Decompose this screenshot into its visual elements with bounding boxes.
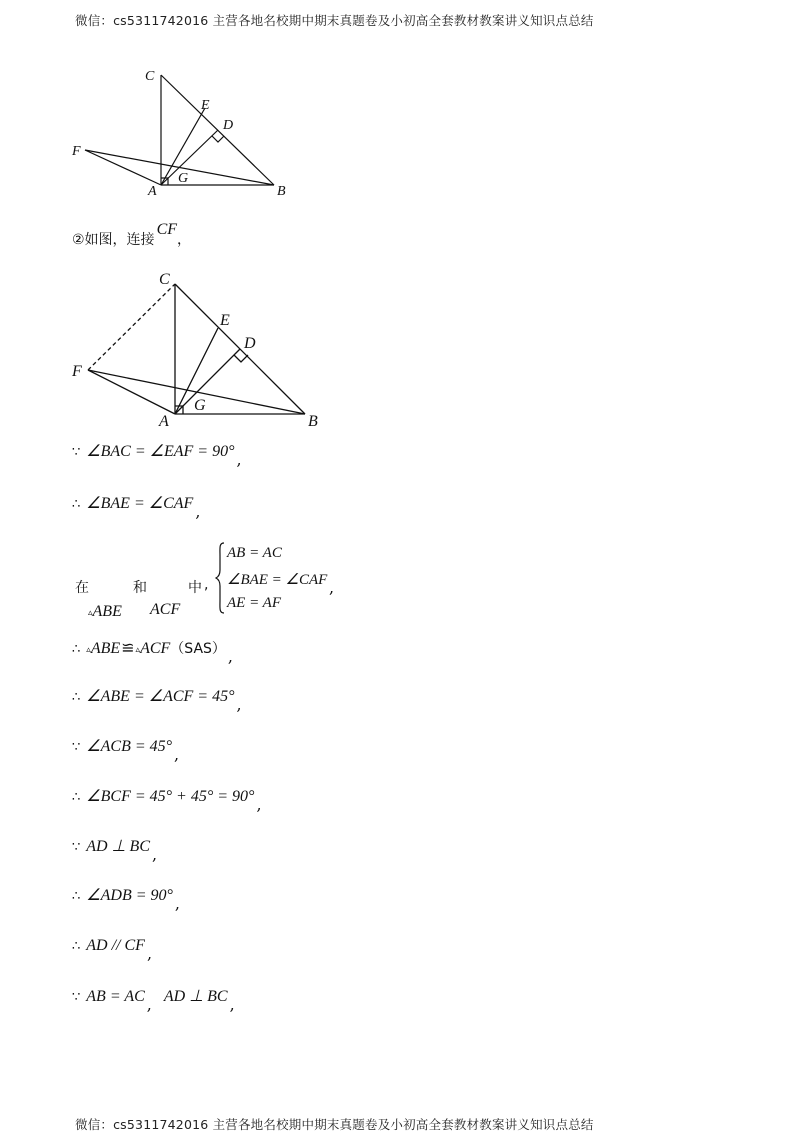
proof-line-8: ∴ ∠ADB = 90° ,	[72, 887, 181, 913]
proof-line-6: ∴ ∠BCF = 45° + 45° = 90° ,	[72, 788, 262, 814]
congruence-intro-in: 在	[75, 580, 89, 596]
proof-line-9: ∴ AD // CF ,	[72, 937, 153, 963]
system-eq-2: ∠BAE = ∠CAF	[227, 572, 328, 588]
proof-line-5: ∵ ∠ACB = 45° ,	[72, 738, 180, 764]
fig2-label-D: D	[244, 335, 256, 352]
congruence-comma-a: ,	[204, 577, 209, 593]
congruence-tri-acf: ACF	[150, 601, 181, 618]
congruence-tri-abe: ▵ABE	[88, 603, 122, 620]
system-comma: ,	[329, 578, 335, 597]
proof-line-10: ∵ AB = AC , AD ⊥ BC ,	[72, 988, 235, 1014]
proof-line-7: ∵ AD ⊥ BC ,	[72, 838, 158, 864]
system-eq-1: AB = AC	[227, 545, 282, 561]
fig2-label-F: F	[72, 363, 82, 380]
fig1-label-B: B	[277, 184, 286, 199]
page-header: 微信：cs5311742016 主营各地名校期中期末真题卷及小初高全套教材教案讲义知识点总结	[75, 13, 594, 28]
fig1-label-E: E	[201, 98, 210, 113]
proof-line-1: ∵ ∠BAC = ∠EAF = 90° ,	[72, 443, 242, 469]
fig1-label-C: C	[145, 69, 155, 84]
congruence-intro-among: 中	[188, 580, 202, 596]
fig2-label-A: A	[159, 413, 169, 430]
step-connect-cf: ②如图，连接CF，	[72, 221, 192, 248]
system-eq-3: AE = AF	[227, 595, 282, 611]
system-brace	[215, 542, 225, 614]
fig1-label-A: A	[148, 184, 157, 199]
fig1-label-F: F	[72, 144, 81, 159]
geometry-figure-2	[60, 264, 330, 434]
fig2-label-E: E	[220, 312, 230, 329]
fig1-label-G: G	[178, 171, 189, 186]
page-footer: 微信：cs5311742016 主营各地名校期中期末真题卷及小初高全套教材教案讲义知识点总结	[75, 1117, 594, 1132]
fig1-label-D: D	[223, 118, 234, 133]
fig2-label-C: C	[159, 271, 170, 288]
proof-line-3: ∴ ▵ABE≌▵ACF（SAS） ,	[72, 640, 234, 666]
proof-line-4: ∴ ∠ABE = ∠ACF = 45° ,	[72, 688, 242, 714]
fig2-label-G: G	[194, 397, 206, 414]
congruence-intro-and: 和	[133, 580, 147, 596]
geometry-figure-1	[60, 62, 300, 202]
proof-line-2: ∴ ∠BAE = ∠CAF ,	[72, 495, 201, 521]
fig2-label-B: B	[308, 413, 318, 430]
